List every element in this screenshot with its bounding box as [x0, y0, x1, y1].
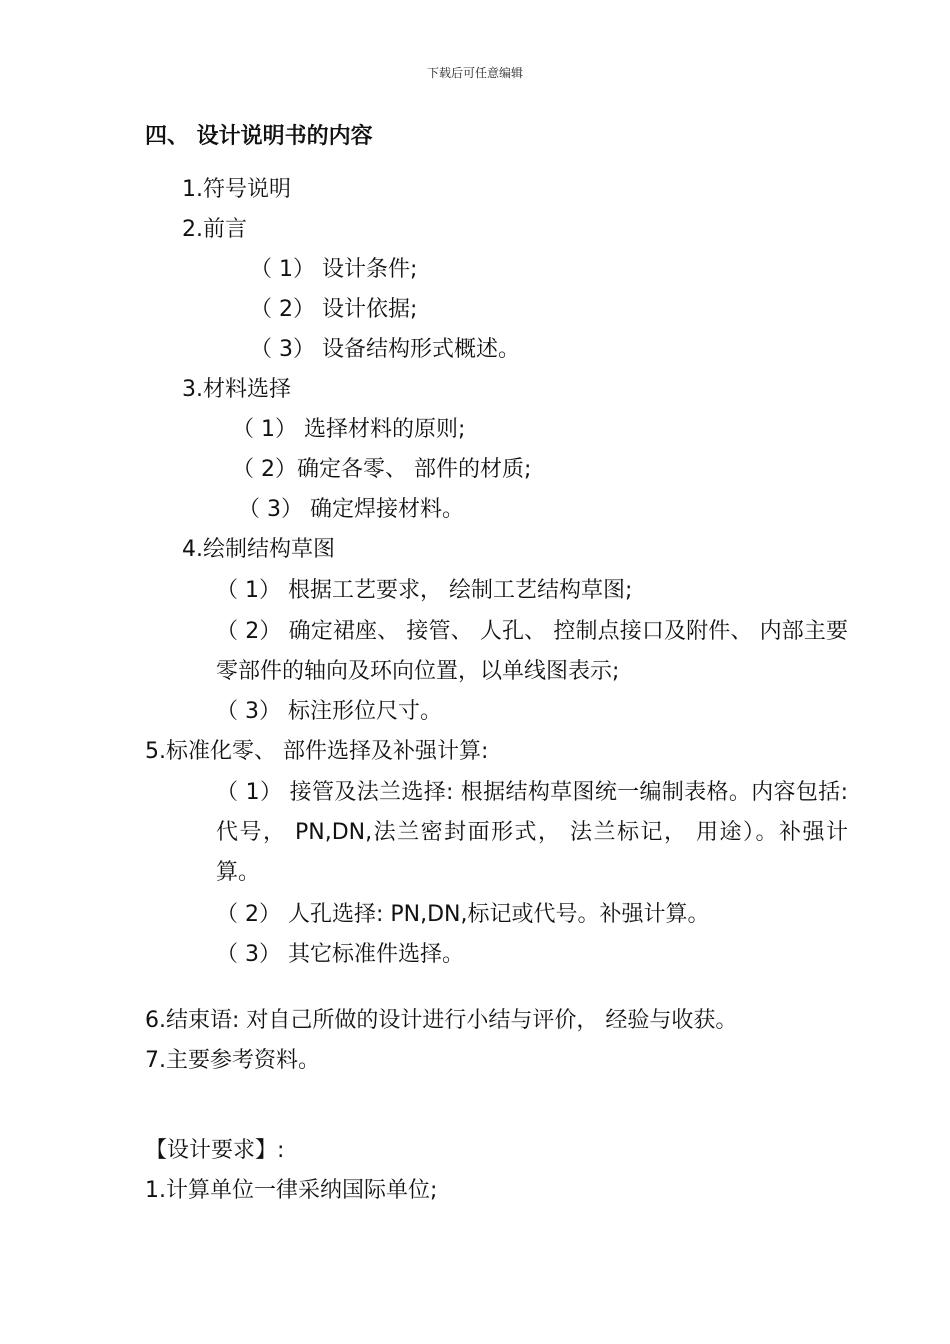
list-item: 1.符号说明	[182, 177, 291, 202]
list-item: 2.前言	[182, 217, 247, 242]
list-item-wrapped	[216, 773, 848, 893]
list-item: 7.主要参考资料。	[145, 1048, 320, 1073]
list-item: （ 3） 设备结构形式概述。	[250, 337, 520, 362]
list-item-text: （ 2） 确定裙座、 接管、 人孔、 控制点接口及附件、 内部主要零部件的轴向及环向位置，以单线图表示;	[216, 619, 848, 684]
requirements-title: 【设计要求】:	[145, 1138, 285, 1163]
list-item: （ 3） 确定焊接材料。	[238, 497, 464, 522]
list-item: 6.结束语: 对自己所做的设计进行小结与评价， 经验与收获。	[145, 1008, 738, 1033]
list-item: （ 2） 人孔选择: PN,DN,标记或代号。补强计算。	[216, 902, 710, 927]
header-note: 下载后可任意编辑	[426, 66, 523, 80]
list-item-wrapped	[216, 612, 848, 692]
list-item: （ 3） 标注形位尺寸。	[216, 699, 442, 724]
list-item: 5.标准化零、 部件选择及补强计算:	[145, 739, 489, 764]
list-item: （ 1） 设计条件;	[250, 257, 418, 282]
list-item: 3.材料选择	[182, 377, 291, 402]
list-item: （ 2） 设计依据;	[250, 297, 418, 322]
list-item: （ 3） 其它标准件选择。	[216, 942, 464, 967]
list-item: 4.绘制结构草图	[182, 537, 335, 562]
list-item: （ 1） 根据工艺要求， 绘制工艺结构草图;	[216, 578, 633, 603]
section-title: 四、 设计说明书的内容	[145, 124, 373, 149]
list-item: 1.计算单位一律采纳国际单位;	[145, 1178, 438, 1203]
list-item: （ 1） 选择材料的原则;	[232, 417, 466, 442]
list-item-text: （ 1） 接管及法兰选择: 根据结构草图统一编制表格。内容包括: 代号， PN,DN,法兰密封面形式， 法兰标记， 用途）。补强计算。	[216, 780, 848, 885]
list-item: （ 2）确定各零、 部件的材质;	[232, 457, 532, 482]
